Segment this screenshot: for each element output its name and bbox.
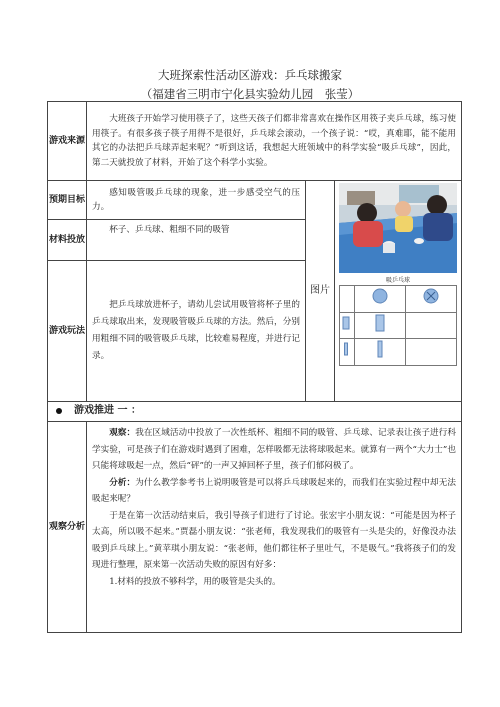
document-title: 大班探索性活动区游戏：乒乓球搬家 (158, 68, 342, 82)
record-thin-straw (355, 339, 406, 366)
analysis-paragraph (92, 475, 456, 508)
classroom-photo (339, 183, 457, 273)
text-source: 大班孩子开始学习使用筷子了，这些天孩子们都非常喜欢在操作区用筷子夹乒乓球，练习使用筷子。有很多孩子筷子用得不是很好，乒乓球会滚动，一个孩子说：“哎，真难耶，能不能用其它的办法把乒乓球弄起来呢？”听到这话，我想起大班领域中的科学实验“吸乒乓球”，因此，第二天就投放了材料，开始了这个科学小实验。 (92, 114, 456, 168)
activity-table (47, 101, 462, 633)
analysis-text: 为什么教学参考书上说明吸管是可以将乒乓球吸起来的，而我们在实验过程中却无法吸起来呢？ (92, 477, 456, 504)
row-goal (48, 181, 462, 220)
record-thick-straw (355, 312, 406, 339)
observation-text: 我在区域活动中投放了一次性纸杯、粗细不同的吸管、乒乓球、记录表让孩子进行科学实验，可是孩子们在游戏时遇到了困难，怎样吸都无法将球吸起来。就算有一两个“大力士”也只能将球吸起一点，然后“砰”的一声又掉回杯子里，孩子们郁闷极了。 (92, 428, 456, 471)
reason-item-1: 1.材料的投放不够科学，用的吸管是尖头的。 (109, 576, 281, 587)
label-materials: 材料投放 (48, 220, 87, 261)
observation-paragraph (92, 425, 456, 475)
record-title: 吸乒乓球 (385, 277, 410, 284)
label-observation: 观察分析 (48, 422, 87, 633)
label-picture: 图片 (306, 181, 335, 402)
label-source: 游戏来源 (48, 102, 87, 181)
document-subtitle: （福建省三明市宁化县实验幼儿园 张莹） (140, 87, 360, 101)
record-fail-symbol (406, 286, 457, 313)
record-success-symbol (355, 286, 406, 313)
section-heading: 游戏推进 一 ： (74, 405, 141, 417)
row-section-heading (48, 402, 462, 422)
record-table (339, 285, 457, 366)
row-observation (48, 422, 462, 633)
text-materials: 杯子、乒乓球、粗细不同的吸管 (109, 225, 230, 235)
bullet-icon (56, 408, 62, 414)
text-goal: 感知吸管吸乒乓球的现象，进一步感受空气的压力。 (92, 187, 300, 212)
row-source (48, 102, 462, 181)
picture-cell (335, 181, 462, 402)
analysis-heading: 分析： (109, 477, 136, 488)
photo-image (339, 183, 457, 273)
discussion-paragraph: 于是在第一次活动结束后，我引导孩子们进行了讨论。张宏宇小朋友说：“可能是因为杯子太高，所以吸不起来。”贾磊小朋友说：“张老师，我发现我们的吸管有一头是尖的，好像没办法吸到乒乓球上。”黄苹琪小朋友说：“张老师，他们都往杯子里吐气，不是吸气。”我将孩子们的发现进行整理，原来第一次活动失败的原因有好多： (92, 510, 456, 570)
text-play: 把乒乓球放进杯子，请幼儿尝试用吸管将杯子里的乒乓球取出来，发现吸管吸乒乓球的方法。然后，分别用粗细不同的吸管吸乒乓球，比较难易程度，并进行记录。 (92, 300, 300, 361)
label-play: 游戏玩法 (48, 261, 87, 402)
observation-heading: 观察： (109, 428, 136, 438)
label-goal: 预期目标 (48, 181, 87, 220)
record-sheet (339, 276, 457, 366)
